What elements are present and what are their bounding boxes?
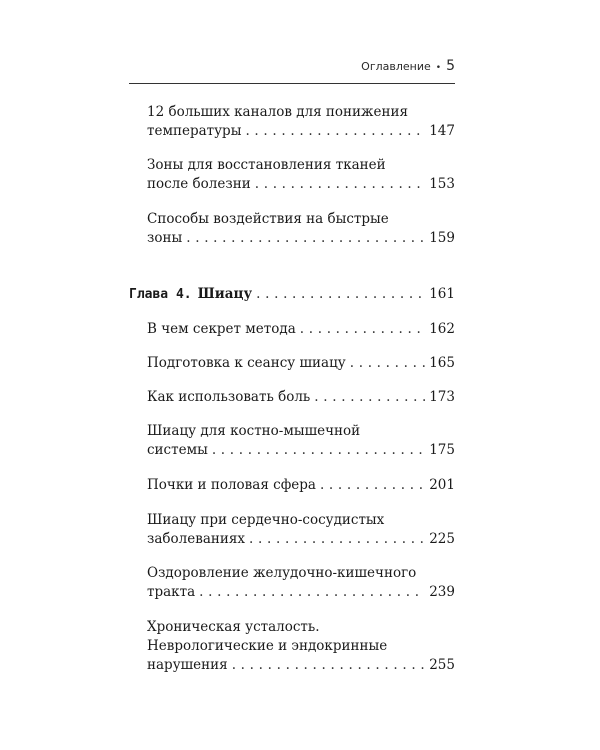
leader-dots bbox=[245, 122, 425, 141]
toc-entry-8-page: 201 bbox=[429, 477, 455, 493]
toc-entry-0-page: 147 bbox=[429, 123, 455, 139]
leader-dots bbox=[199, 583, 425, 602]
chapter-label: Глава 4. bbox=[129, 287, 192, 302]
toc-entry-6-title: Как использовать боль bbox=[147, 389, 311, 405]
toc-entry-7-line2: системы bbox=[147, 442, 208, 458]
toc-entry-11-line0[interactable]: Хроническая усталость. bbox=[147, 619, 320, 635]
toc-entry-10-page: 239 bbox=[429, 584, 455, 600]
toc-entry-8-title: Почки и половая сфера bbox=[147, 477, 316, 493]
leader-dots bbox=[212, 441, 425, 460]
leader-dots bbox=[350, 354, 425, 373]
toc-entry-10-line2: тракта bbox=[147, 584, 196, 600]
leader-dots bbox=[232, 656, 426, 675]
running-header bbox=[129, 58, 455, 82]
header-page-number: 5 bbox=[446, 58, 455, 74]
toc-entry-2-page: 159 bbox=[429, 230, 455, 246]
toc-entry-6-page: 173 bbox=[429, 389, 455, 405]
toc-entry-5[interactable] bbox=[147, 354, 455, 373]
toc-entry-11-line2: нарушения bbox=[147, 657, 228, 673]
leader-dots bbox=[186, 229, 425, 248]
toc-entry-5-page: 165 bbox=[429, 355, 455, 371]
toc-entry-0-line2: температуры bbox=[147, 123, 242, 139]
toc-entry-6[interactable] bbox=[147, 388, 455, 407]
header-rule bbox=[129, 83, 455, 84]
toc-entry-10[interactable] bbox=[147, 583, 455, 602]
leader-dots bbox=[314, 388, 425, 407]
toc-entry-7-page: 175 bbox=[429, 442, 455, 458]
toc-entry-1-line2: после болезни bbox=[147, 176, 251, 192]
toc-entry-1-page: 153 bbox=[429, 176, 455, 192]
toc-entry-8[interactable] bbox=[147, 476, 455, 495]
toc-entry-11-page: 255 bbox=[429, 657, 455, 673]
toc-entry-5-title: Подготовка к сеансу шиацу bbox=[147, 355, 346, 371]
toc-entry-2-line2: зоны bbox=[147, 230, 183, 246]
toc-chapter-4[interactable] bbox=[129, 285, 455, 304]
toc-entry-10-line1[interactable]: Оздоровление желудочно-кишечного bbox=[147, 565, 417, 581]
toc-entry-2[interactable] bbox=[147, 229, 455, 248]
toc-chapter-4-page: 161 bbox=[429, 286, 455, 302]
leader-dots bbox=[249, 530, 425, 549]
toc-entry-2-line1[interactable]: Способы воздействия на быстрые bbox=[147, 211, 389, 227]
header-section-title: Оглавление bbox=[361, 60, 431, 73]
leader-dots bbox=[256, 285, 425, 304]
toc-entry-9-line1[interactable]: Шиацу при сердечно-сосудистых bbox=[147, 512, 385, 528]
toc-entry-7[interactable] bbox=[147, 441, 455, 460]
leader-dots bbox=[320, 476, 425, 495]
toc-entry-1[interactable] bbox=[147, 175, 455, 194]
toc-entry-9-line2: заболеваниях bbox=[147, 531, 246, 547]
toc-entry-0[interactable] bbox=[147, 122, 455, 141]
toc-entry-11-line1[interactable]: Неврологические и эндокринные bbox=[147, 638, 388, 654]
toc-entry-4-page: 162 bbox=[429, 321, 455, 337]
toc-entry-1-line1[interactable]: Зоны для восстановления тканей bbox=[147, 157, 386, 173]
toc-entry-4[interactable] bbox=[147, 320, 455, 339]
header-bullet: • bbox=[435, 63, 442, 73]
toc-entry-9[interactable] bbox=[147, 530, 455, 549]
leader-dots bbox=[255, 175, 425, 194]
toc-entry-0-line1[interactable]: 12 больших каналов для понижения bbox=[147, 104, 408, 120]
toc-entry-11[interactable] bbox=[147, 656, 455, 675]
toc-entry-4-title: В чем секрет метода bbox=[147, 321, 296, 337]
toc-entry-7-line1[interactable]: Шиацу для костно-мышечной bbox=[147, 423, 361, 439]
chapter-title: Шиацу bbox=[197, 286, 253, 302]
toc-entry-9-page: 225 bbox=[429, 531, 455, 547]
leader-dots bbox=[300, 320, 425, 339]
